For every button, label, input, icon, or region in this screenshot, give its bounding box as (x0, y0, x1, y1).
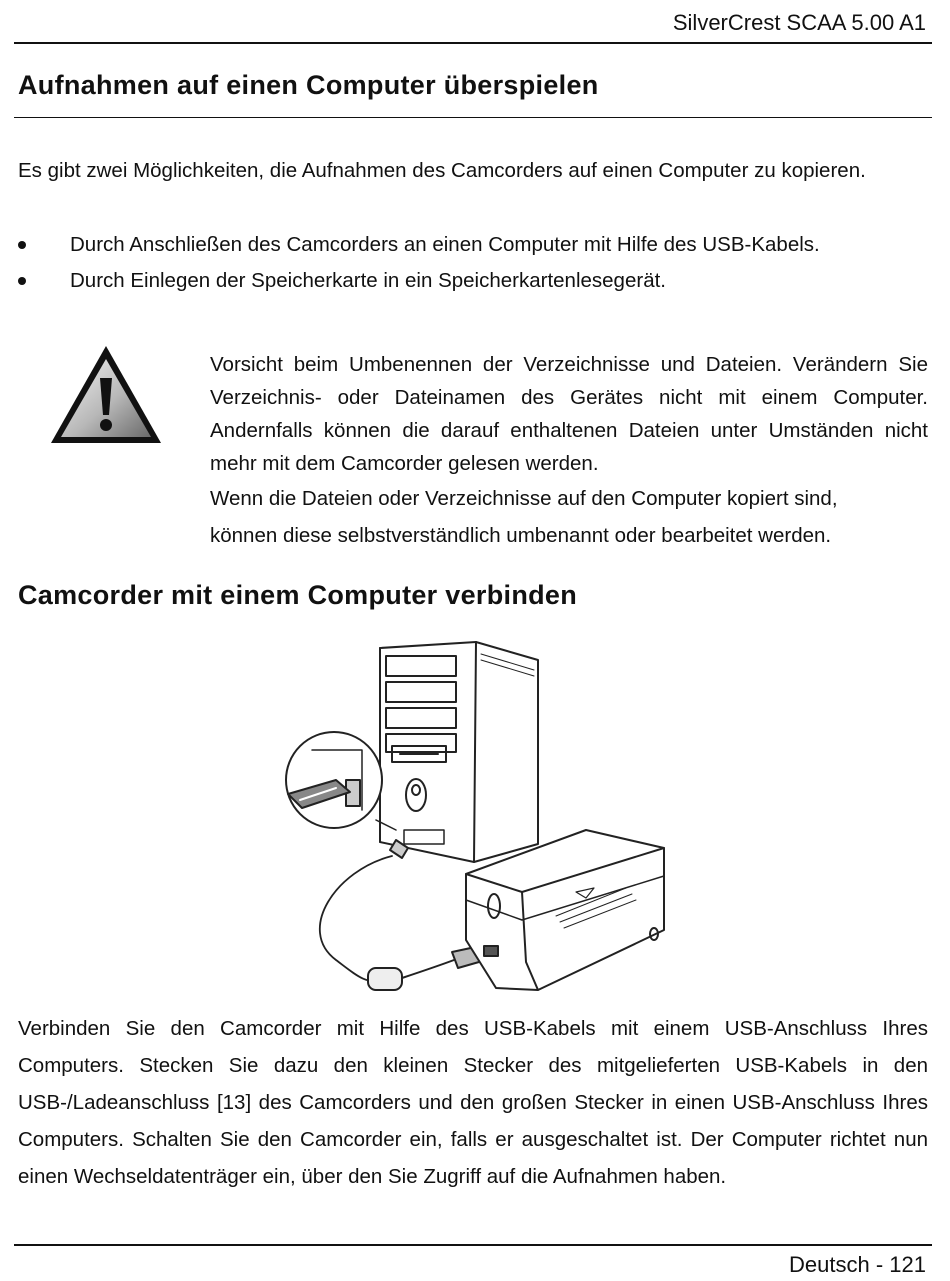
connect-instructions: Verbinden Sie den Camcorder mit Hilfe des USB-Kabels mit einem USB-Anschluss Ihres Computers. Stecken Sie dazu den kleinen Stecker des mitgelieferten USB-Kabels in den USB-/Ladeanschluss [13] des Camcorders und den großen Stecker in einen USB-Anschluss Ihres Computers. Schalten Sie den Camcorder ein, falls er ausgeschaltet ist. Der Computer richtet nun einen Wechseldatenträger ein, über den Sie Zugriff auf die Aufnahmen haben. (18, 1017, 928, 1188)
bullet-icon (18, 241, 26, 249)
bullet-icon (18, 277, 26, 285)
computer-tower-icon (380, 642, 538, 862)
footer-rule (14, 1244, 932, 1246)
intro-paragraph: Es gibt zwei Möglichkeiten, die Aufnahmen des Camcorders auf einen Computer zu kopieren. (18, 159, 866, 182)
section-title-transfer: Aufnahmen auf einen Computer überspielen (18, 70, 599, 100)
title-rule (14, 117, 932, 118)
warning-triangle-icon (48, 343, 164, 447)
list-item: Durch Anschließen des Camcorders an einen Computer mit Hilfe des USB-Kabels. (18, 228, 928, 264)
computer-camcorder-illustration (276, 630, 672, 1002)
page-header (14, 0, 932, 44)
warning-note: Wenn die Dateien oder Verzeichnisse auf den Computer kopiert sind, können diese selbstverständlich umbenannt oder bearbeitet werden. (210, 487, 838, 547)
section-title-connect: Camcorder mit einem Computer verbinden (18, 580, 578, 610)
header-model: SilverCrest SCAA 5.00 A1 (672, 10, 926, 35)
bullet-list (18, 228, 928, 300)
list-item: Durch Einlegen der Speicherkarte in ein Speicherkartenlesegerät. (18, 264, 928, 300)
warning-text: Vorsicht beim Umbenennen der Verzeichnisse und Dateien. Verändern Sie Verzeichnis- oder Dateinamen des Gerätes nicht mit einem Computer. Andernfalls können die darauf enthaltenen Dateien unter Umständen nicht mehr mit dem Camcorder gelesen werden. (210, 353, 928, 475)
page-number: Deutsch - 121 (789, 1252, 926, 1277)
usb-cable-icon (320, 840, 486, 990)
